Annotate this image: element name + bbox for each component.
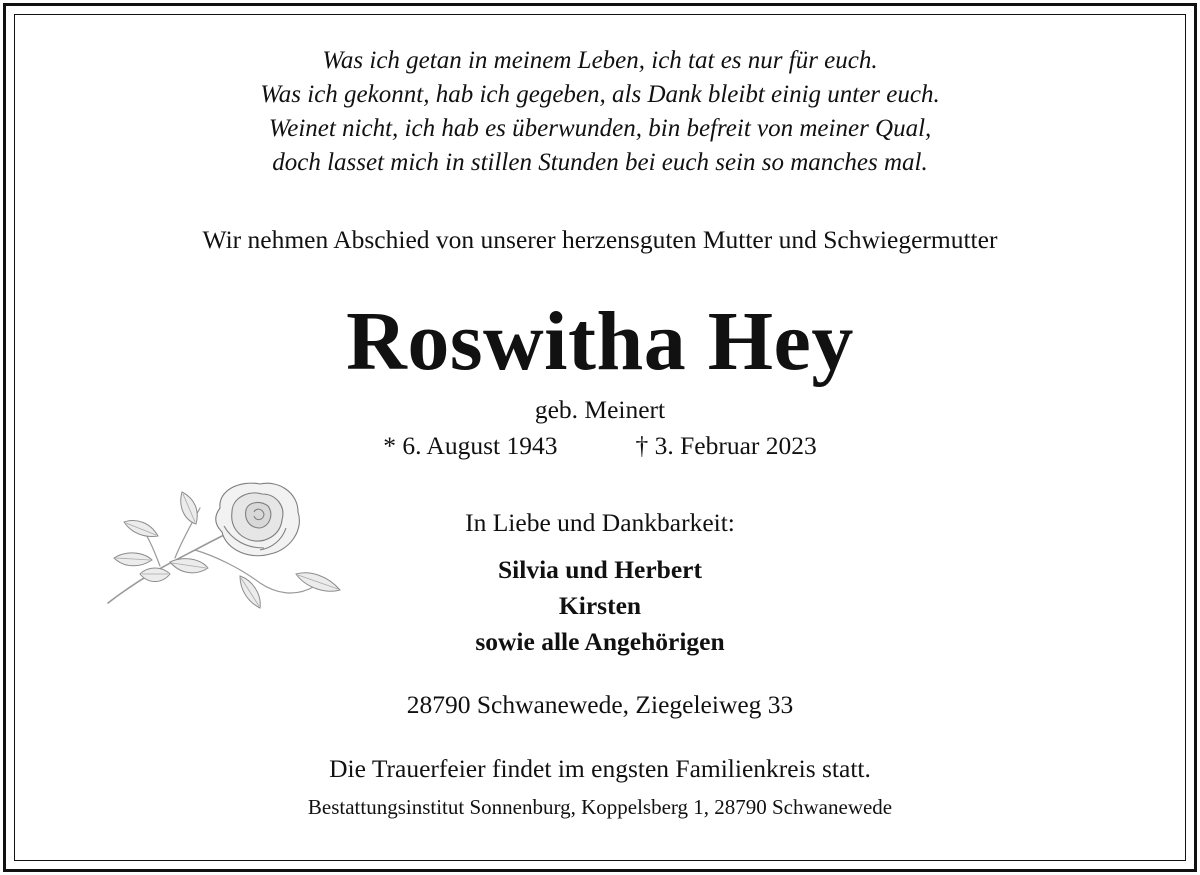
ceremony-note: Die Trauerfeier findet im engsten Familienkreis statt. (329, 754, 871, 783)
poem-line: Was ich getan in meinem Leben, ich tat es nur für euch. (322, 47, 878, 74)
intro-text: Wir nehmen Abschied von unserer herzensguten Mutter und Schwiegermutter (202, 225, 998, 254)
poem (0, 44, 1200, 180)
funeral-home: Bestattungsinstitut Sonnenburg, Koppelsberg 1, 28790 Schwanewede (307, 795, 893, 819)
deceased-name: Roswitha Hey (346, 295, 854, 388)
family-member: Silvia und Herbert (497, 555, 702, 584)
poem-line: doch lasset mich in stillen Stunden bei euch sein so manches mal. (272, 149, 928, 176)
address: 28790 Schwanewede, Ziegeleiweg 33 (406, 690, 794, 719)
poem-line: Was ich gekonnt, hab ich gegeben, als Dank bleibt einig unter euch. (260, 81, 940, 108)
death-date: † 3. Februar 2023 (635, 431, 817, 460)
poem-line: Weinet nicht, ich hab es überwunden, bin befreit von meiner Qual, (268, 115, 932, 142)
life-dates (0, 429, 1200, 463)
birth-date: * 6. August 1943 (383, 431, 558, 460)
family-member: Kirsten (558, 591, 642, 620)
maiden-name: geb. Meinert (534, 395, 666, 424)
love-line: In Liebe und Dankbarkeit: (465, 508, 735, 537)
family-member: sowie alle Angehörigen (475, 627, 725, 656)
family-list (0, 552, 1200, 660)
